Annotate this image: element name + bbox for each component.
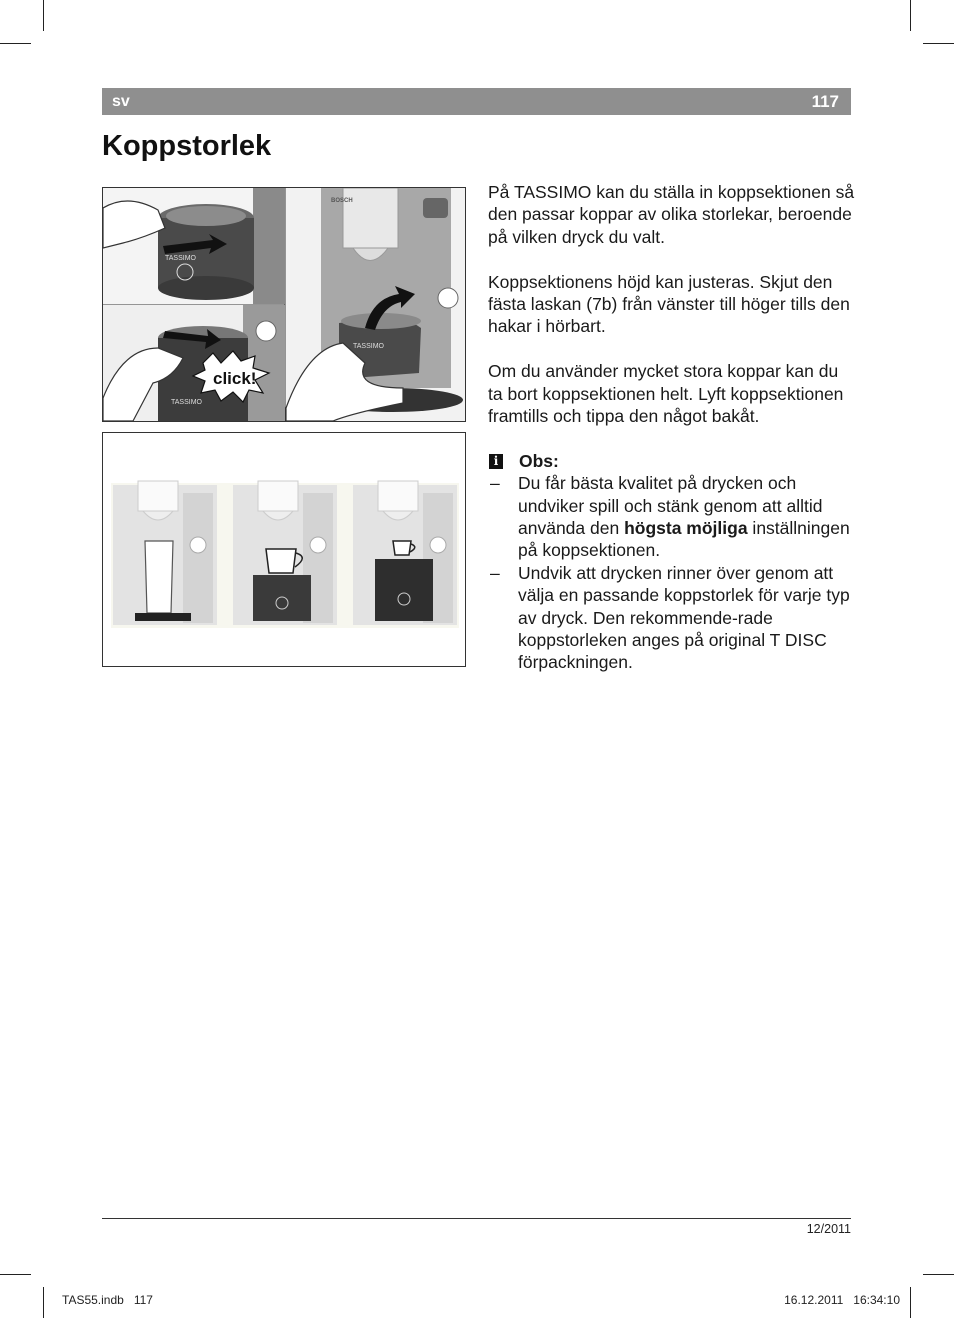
page-number: 117 <box>811 92 839 111</box>
print-slug-file: TAS55.indb 117 <box>62 1293 153 1307</box>
crop-mark <box>43 0 44 31</box>
machine-small-cup <box>353 481 457 625</box>
crop-mark <box>923 43 954 44</box>
crop-mark <box>910 1287 911 1318</box>
language-code: sv <box>112 93 130 110</box>
paragraph: På TASSIMO kan du ställa in koppsektionen så den passar koppar av olika storlekar, beroende på vilken dryck du valt. <box>488 182 855 247</box>
machine-tall-glass <box>113 481 217 625</box>
brand-label: TASSIMO <box>353 343 384 350</box>
dash: – <box>490 473 500 494</box>
crop-mark <box>910 0 911 31</box>
dash: – <box>490 562 500 583</box>
page-title: Koppstorlek <box>102 130 272 162</box>
print-slug-timestamp: 16.12.2011 16:34:10 <box>784 1293 900 1307</box>
crop-mark <box>0 1274 31 1275</box>
crop-mark <box>0 43 31 44</box>
note-text: inställningen på koppsektionen. <box>518 518 850 561</box>
click-label: click! <box>213 369 257 388</box>
machine-brand-label: BOSCH <box>331 198 353 204</box>
brand-label: TASSIMO <box>171 399 202 406</box>
brand-label: TASSIMO <box>165 255 196 262</box>
note-text: Undvik att drycken rinner över genom att välja en passande koppstorlek för varje typ av dryck. Den rekommende-rade koppstorleken anges på original T DISC förpackningen. <box>518 562 850 673</box>
note-title: Obs: <box>519 450 559 471</box>
note-item <box>488 472 856 562</box>
cup-holder-adjust-illustration <box>102 187 466 422</box>
info-icon: i <box>489 454 503 469</box>
paragraph: Koppsektionens höjd kan justeras. Skjut den fästa laskan (7b) från vänster till höger tills den hakar i hörbart. <box>488 271 850 337</box>
crop-mark <box>43 1287 44 1318</box>
note-emphasis: högsta möjliga <box>624 518 748 539</box>
note-list <box>488 472 856 674</box>
note-item <box>488 562 856 674</box>
body-text <box>488 181 856 674</box>
page-header <box>102 88 851 115</box>
footer-date: 12/2011 <box>806 1222 851 1236</box>
machine-medium-cup <box>233 481 337 625</box>
footer-rule <box>102 1218 851 1219</box>
note-header <box>488 450 856 472</box>
cup-sizes-illustration <box>102 432 466 667</box>
crop-mark <box>923 1274 954 1275</box>
note-text: Du får bästa kvalitet på drycken och undviker spill och stänk genom att alltid använda den <box>518 473 823 539</box>
paragraph: Om du använder mycket stora koppar kan du ta bort koppsektionen helt. Lyft koppsektionen framtills och tippa den något bakåt. <box>488 361 844 427</box>
